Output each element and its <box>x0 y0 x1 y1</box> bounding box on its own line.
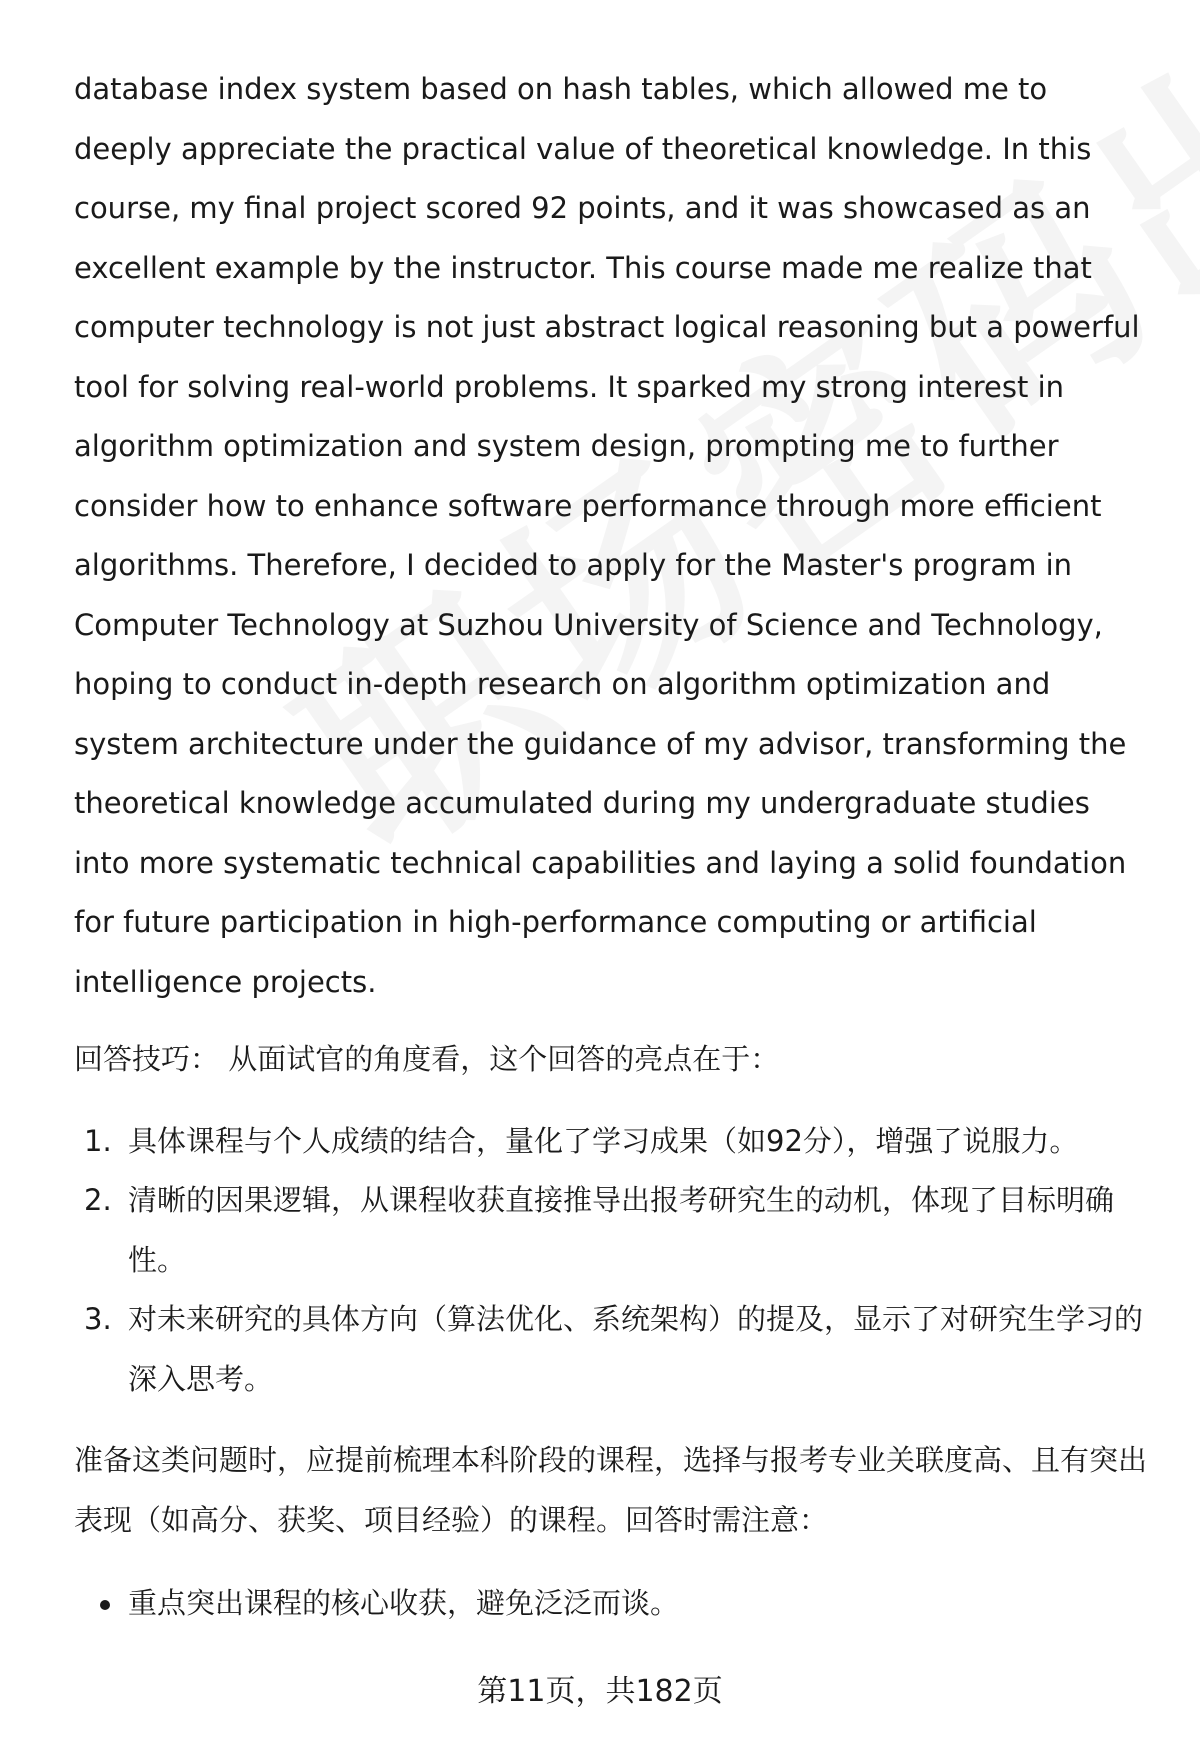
page-footer: 第11页，共182页 <box>477 1674 723 1709</box>
prep-paragraph: 准备这类问题时，应提前梳理本科阶段的课程，选择与报考专业关联度高、且有突出表现（如高分、获奖、项目经验）的课程。回答时需注意： <box>74 1443 1148 1537</box>
list-item <box>74 1171 1154 1290</box>
list-number: 1. <box>84 1123 112 1158</box>
list-item <box>74 1112 1154 1172</box>
notes-list <box>74 1574 1154 1634</box>
body-paragraph: database index system based on hash tables, which allowed me to deeply appreciate the practical value of theoretical knowledge. In this course, my final project scored 92 points, and it was showcased as an excellent example by the instructor. This course made me realize that computer technology is not just abstract logical reasoning but a powerful tool for solving real-world problems. It sparked my strong interest in algorithm optimization and system design, prompting me to further consider how to enhance software performance through more efficient algorithms. Therefore, I decided to apply for the Master's program in Computer Technology at Suzhou University of Science and Technology, hoping to conduct in-depth research on algorithm optimization and system architecture under the guidance of my advisor, transforming the theoretical knowledge accumulated during my undergraduate studies into more systematic technical capabilities and laying a solid foundation for future participation in high-performance computing or artificial intelligence projects. <box>74 72 1140 999</box>
list-item <box>74 1574 1154 1634</box>
list-item-text: 具体课程与个人成绩的结合，量化了学习成果（如92分），增强了说服力。 <box>128 1123 1079 1158</box>
list-number: 2. <box>84 1183 112 1217</box>
tips-list <box>74 1112 1154 1410</box>
list-item-text: 重点突出课程的核心收获，避免泛泛而谈。 <box>128 1586 680 1620</box>
tips-intro: 回答技巧： 从面试官的角度看，这个回答的亮点在于： <box>74 1042 780 1076</box>
list-item-text: 对未来研究的具体方向（算法优化、系统架构）的提及，显示了对研究生学习的深入思考。 <box>128 1302 1144 1396</box>
list-item-text: 清晰的因果逻辑，从课程收获直接推导出报考研究生的动机，体现了目标明确性。 <box>128 1183 1115 1277</box>
bullet-icon <box>100 1600 110 1610</box>
list-number: 3. <box>84 1302 112 1336</box>
list-item <box>74 1290 1154 1409</box>
document-content <box>74 60 1154 1634</box>
